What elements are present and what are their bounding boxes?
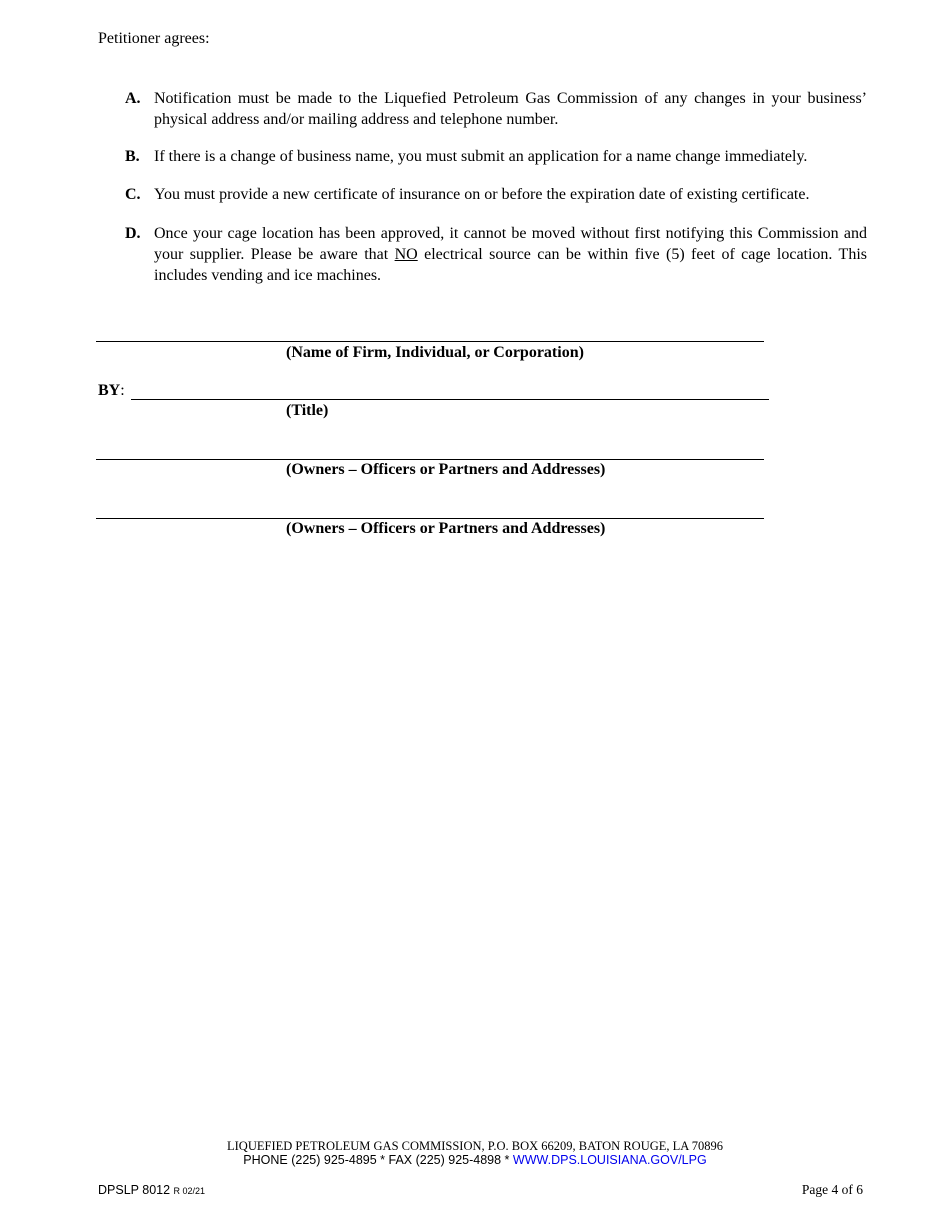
item-text: Notification must be made to the Liquefied Petroleum Gas Commission of any changes in your business’ physical address and/or mailing address and telephone number.	[154, 90, 867, 128]
firm-caption: (Name of Firm, Individual, or Corporation)	[286, 344, 584, 361]
footer-contact	[0, 1153, 950, 1168]
contact-text: PHONE (225) 925-4895 * FAX (225) 925-4898 *	[243, 1153, 513, 1167]
emphasis-no: NO	[394, 246, 418, 263]
item-letter: A.	[125, 90, 141, 107]
item-letter: B.	[125, 148, 140, 165]
item-letter: C.	[125, 186, 141, 203]
page-number: Page 4 of 6	[801, 1182, 863, 1197]
agreement-item-b	[125, 146, 867, 167]
firm-signature-line[interactable]	[96, 341, 764, 342]
owners-line-2[interactable]	[96, 518, 764, 519]
owners-caption-1: (Owners – Officers or Partners and Addresses)	[286, 461, 606, 478]
item-text: You must provide a new certificate of insurance on or before the expiration date of existing certificate.	[154, 186, 810, 203]
owners-caption-2: (Owners – Officers or Partners and Addresses)	[286, 520, 606, 537]
intro-text: Petitioner agrees:	[98, 30, 210, 47]
by-signature-line[interactable]	[131, 399, 769, 400]
by-label: BY:	[98, 382, 125, 399]
website-link[interactable]: WWW.DPS.LOUISIANA.GOV/LPG	[512, 1153, 707, 1167]
form-id: DPSLP 8012 R 02/21	[98, 1183, 206, 1197]
owners-line-1[interactable]	[96, 459, 764, 460]
agreement-item-a	[125, 88, 867, 130]
title-caption: (Title)	[286, 402, 329, 419]
text-part: electrical source can be within five (5) feet of cage location. This includes vending and ice machines.	[154, 246, 867, 284]
revision: R 02/21	[173, 1186, 206, 1196]
item-text	[154, 223, 867, 286]
footer-address: LIQUEFIED PETROLEUM GAS COMMISSION, P.O. BOX 66209, BATON ROUGE, LA 70896	[227, 1139, 723, 1153]
text-part: Once your cage location has been approved, it cannot be moved without first notifying this Commission and your supplier. Please be aware that	[154, 225, 867, 263]
agreement-item-d	[125, 223, 867, 286]
item-letter: D.	[125, 225, 141, 242]
agreement-item-c	[125, 184, 867, 205]
item-text: If there is a change of business name, you must submit an application for a name change immediately.	[154, 148, 808, 165]
